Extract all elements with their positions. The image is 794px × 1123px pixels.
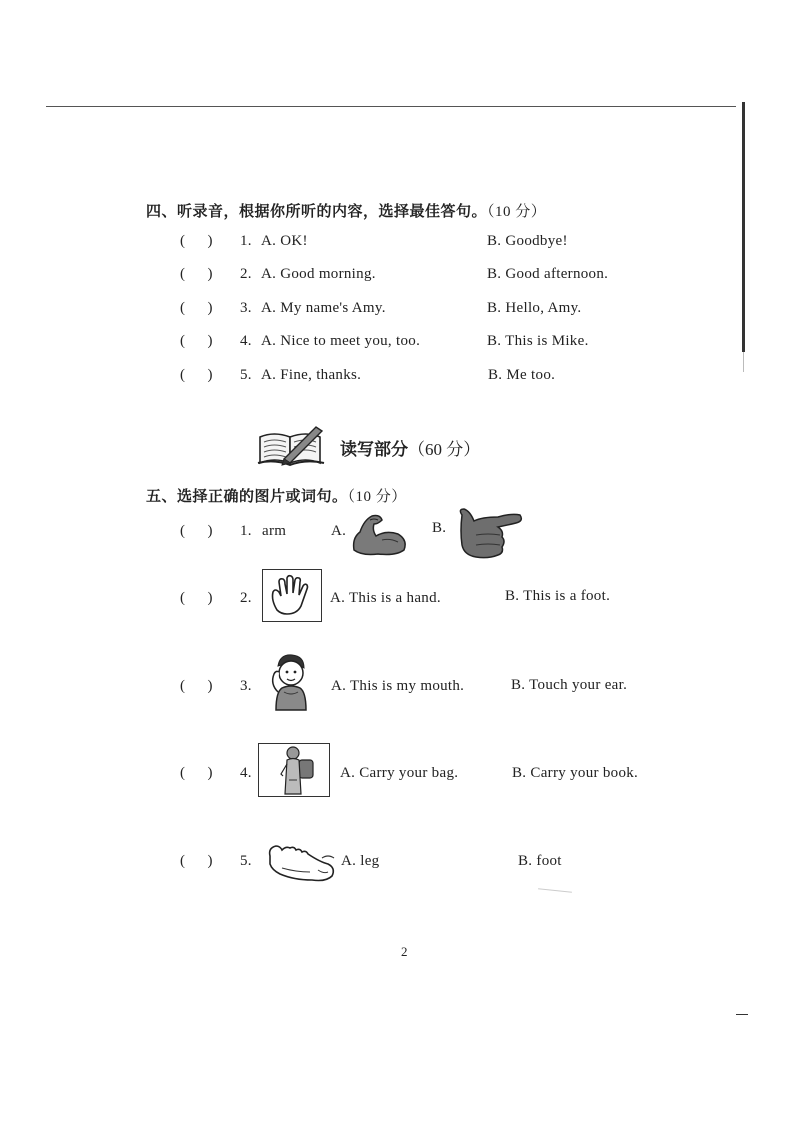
thumbs-up-hand-icon (452, 505, 524, 561)
question-number: 1. (240, 233, 252, 249)
page-number: 2 (401, 944, 408, 959)
answer-blank[interactable]: ( ) (180, 523, 213, 539)
option-a: A. Nice to meet you, too. (261, 333, 421, 349)
boy-touching-ear-icon (264, 652, 316, 712)
option-a: A. My name's Amy. (261, 300, 386, 316)
option-a: A. Good morning. (261, 266, 376, 282)
section4-title: 四、听录音，根据你所听的内容，选择最佳答句。 (146, 202, 488, 220)
question-number: 3. (240, 300, 252, 316)
question-number: 5. (240, 853, 252, 869)
option-a-label: A. (331, 523, 347, 539)
bottom-right-mark (736, 1014, 748, 1015)
open-book-pen-icon (256, 423, 326, 467)
answer-blank[interactable]: ( ) (180, 678, 213, 694)
question-number: 2. (240, 590, 252, 606)
answer-blank[interactable]: ( ) (180, 765, 213, 781)
question-number: 2. (240, 266, 252, 282)
question-number: 4. (240, 333, 252, 349)
option-b: B. Carry your book. (512, 765, 639, 781)
option-b: B. This is a foot. (505, 588, 611, 604)
option-a: A. OK! (261, 233, 308, 249)
section5-heading (146, 485, 407, 506)
option-b: B. Good afternoon. (487, 266, 609, 282)
right-edge-rule-faint (743, 352, 744, 372)
option-a: A. This is a hand. (330, 590, 441, 606)
option-b: B. Touch your ear. (511, 677, 628, 693)
answer-blank[interactable]: ( ) (180, 233, 213, 249)
option-b: B. This is Mike. (487, 333, 589, 349)
flexed-arm-icon (348, 510, 410, 558)
option-a: A. Fine, thanks. (261, 367, 362, 383)
question-number: 1. (240, 523, 252, 539)
hand-icon (262, 569, 322, 622)
child-with-backpack-icon (258, 743, 330, 797)
option-b: B. Goodbye! (487, 233, 568, 249)
question-number: 4. (240, 765, 252, 781)
reading-writing-banner (340, 435, 480, 460)
question-number: 5. (240, 367, 252, 383)
section5-points: （10 分） (347, 489, 407, 505)
option-a: A. This is my mouth. (331, 678, 465, 694)
section5-title: 五、选择正确的图片或词句。 (146, 487, 348, 505)
question-number: 3. (240, 678, 252, 694)
foot-icon (264, 840, 340, 886)
option-a: A. leg (341, 853, 380, 869)
section4-heading (146, 200, 546, 221)
top-rule (46, 106, 736, 107)
option-b-label: B. (432, 520, 447, 536)
answer-blank[interactable]: ( ) (180, 266, 213, 282)
option-a: A. Carry your bag. (340, 765, 459, 781)
answer-blank[interactable]: ( ) (180, 333, 213, 349)
option-b: B. foot (518, 853, 562, 869)
question-word: arm (262, 523, 287, 539)
answer-blank[interactable]: ( ) (180, 853, 213, 869)
answer-blank[interactable]: ( ) (180, 590, 213, 606)
banner-title: 读写部分 (340, 440, 408, 460)
option-b: B. Hello, Amy. (487, 300, 582, 316)
answer-blank[interactable]: ( ) (180, 300, 213, 316)
answer-blank[interactable]: ( ) (180, 367, 213, 383)
scan-smudge (538, 888, 572, 893)
banner-points: （60 分） (408, 440, 481, 459)
right-edge-rule (742, 102, 745, 352)
section4-points: （10 分） (487, 204, 547, 220)
option-b: B. Me too. (488, 367, 556, 383)
